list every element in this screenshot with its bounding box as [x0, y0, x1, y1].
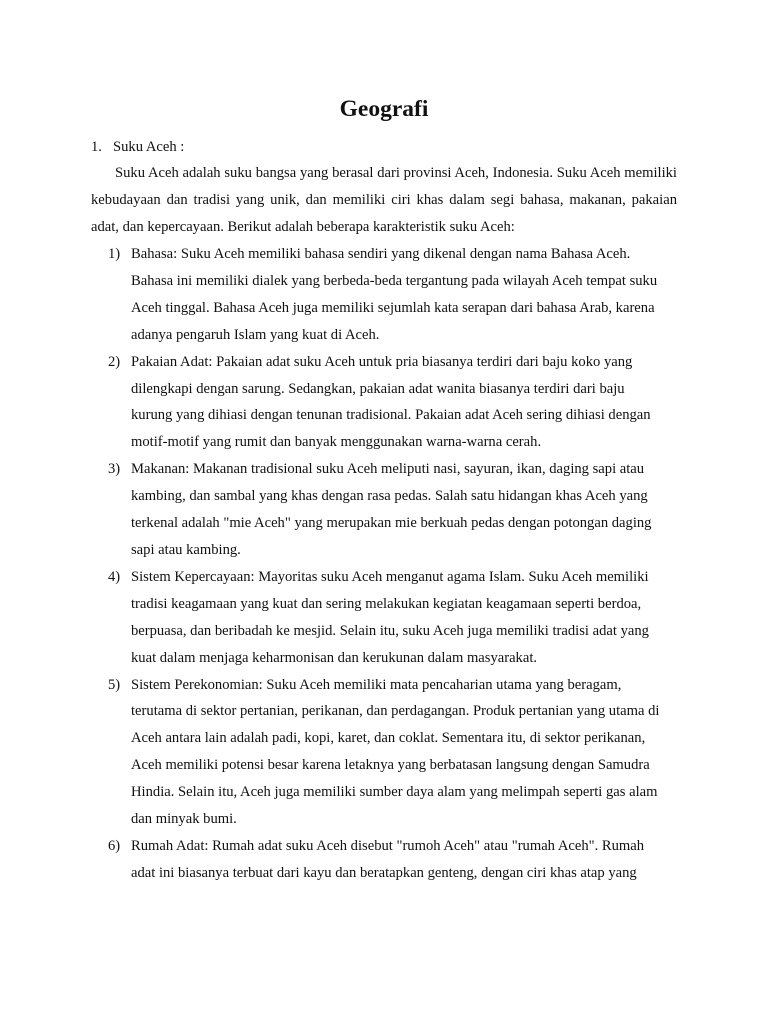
intro-paragraph: Suku Aceh adalah suku bangsa yang berasal dari provinsi Aceh, Indonesia. Suku Aceh memiliki kebudayaan dan tradisi yang unik, dan memiliki ciri khas dalam segi bahasa, makanan, pakaian adat, dan kepercayaan. Berikut adalah beberapa karakteristik suku Aceh: — [91, 165, 677, 235]
list-item-marker: 3) — [108, 461, 121, 478]
list-item-line: dilengkapi dengan sarung. Sedangkan, pakaian adat wanita biasanya terdiri dari baju — [131, 380, 625, 397]
list-item-line: Aceh tinggal. Bahasa Aceh juga memiliki sejumlah kata serapan dari bahasa Arab, karena — [131, 299, 655, 316]
list-item-line: Rumah Adat: Rumah adat suku Aceh disebut "rumoh Aceh" atau "rumah Aceh". Rumah — [131, 837, 645, 854]
list-item-marker: 4) — [108, 568, 121, 585]
list-item-line: sapi atau kambing. — [131, 541, 241, 558]
list-item — [0, 564, 679, 672]
list-item-marker: 1) — [108, 246, 121, 262]
list-item-line: Bahasa ini memiliki dialek yang berbeda-beda tergantung pada wilayah Aceh tempat suku — [131, 272, 658, 289]
list-item-line: adat ini biasanya terbuat dari kayu dan beratapkan genteng, dengan ciri khas atap yang — [131, 864, 637, 881]
list-item-line: Hindia. Selain itu, Aceh juga memiliki sumber daya alam yang melimpah seperti gas alam — [131, 784, 658, 801]
list-item-line: berpuasa, dan beribadah ke mesjid. Selain itu, suku Aceh juga memiliki tradisi adat yang — [131, 622, 649, 639]
list-item-line: adanya pengaruh Islam yang kuat di Aceh. — [131, 326, 380, 343]
list-item-line: terkenal adalah "mie Aceh" yang merupakan mie berkuah pedas dengan potongan daging — [131, 515, 652, 532]
list-item-line: Makanan: Makanan tradisional suku Aceh meliputi nasi, sayuran, ikan, daging sapi atau — [131, 461, 645, 478]
list-item — [0, 672, 679, 833]
list-item — [0, 241, 679, 349]
list-item-line: tradisi keagamaan yang kuat dan sering melakukan kegiatan keagamaan seperti berdoa, — [131, 595, 642, 612]
list-item-line: motif-motif yang rumit dan banyak menggunakan warna-warna cerah. — [131, 434, 542, 451]
page-title: Geografi — [339, 96, 429, 122]
list-item-line: dan minyak bumi. — [131, 811, 237, 828]
list-item-marker: 5) — [108, 676, 121, 693]
list-item-marker: 2) — [108, 353, 121, 370]
list-item — [0, 349, 679, 457]
list-item-marker: 6) — [108, 837, 121, 854]
list-item-line: kambing, dan sambal yang khas dengan rasa pedas. Salah satu hidangan khas Aceh yang — [131, 488, 648, 505]
list-item-line: kuat dalam menjaga keharmonisan dan kerukunan dalam masyarakat. — [131, 649, 538, 666]
list-item-line: terutama di sektor pertanian, perikanan, dan perdagangan. Produk pertanian yang utama di — [131, 703, 660, 720]
characteristics-list — [0, 241, 679, 887]
list-item-line: Aceh memiliki potensi besar karena letaknya yang berbatasan langsung dengan Samudra — [131, 757, 650, 774]
list-item-line: Bahasa: Suku Aceh memiliki bahasa sendiri yang dikenal dengan nama Bahasa Aceh. — [131, 246, 631, 262]
section-heading-text: Suku Aceh : — [113, 139, 185, 155]
list-item-line: kurung yang dihiasi dengan tenunan tradisional. Pakaian adat Aceh sering dihiasi dengan — [131, 407, 651, 424]
section-heading — [91, 137, 184, 157]
list-item-line: Aceh antara lain adalah padi, kopi, karet, dan coklat. Sementara itu, di sektor perikanan, — [131, 730, 646, 747]
list-item — [0, 833, 679, 887]
list-item — [0, 456, 679, 564]
section-number: 1. — [91, 139, 102, 155]
list-item-line: Sistem Kepercayaan: Mayoritas suku Aceh menganut agama Islam. Suku Aceh memiliki — [131, 568, 649, 585]
list-item-line: Pakaian Adat: Pakaian adat suku Aceh untuk pria biasanya terdiri dari baju koko yang — [131, 353, 633, 370]
list-item-line: Sistem Perekonomian: Suku Aceh memiliki mata pencaharian utama yang beragam, — [131, 676, 622, 693]
